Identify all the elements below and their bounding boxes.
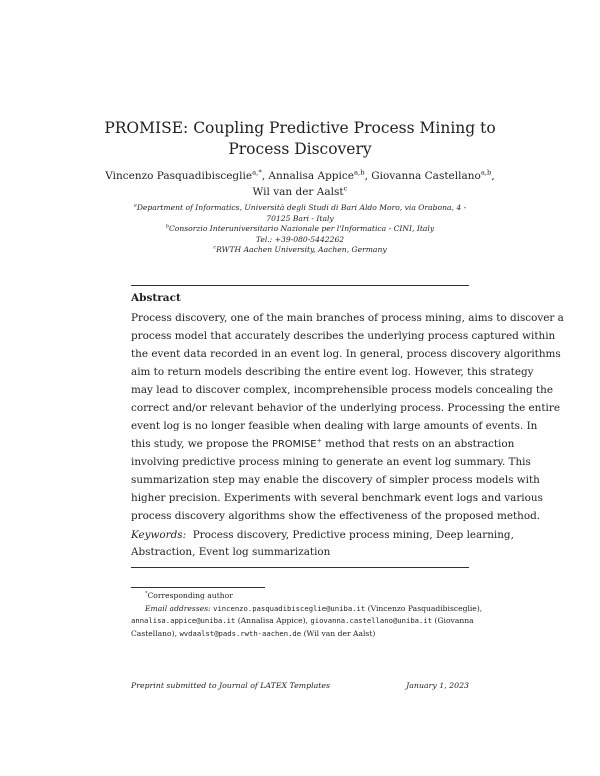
page-footer [131,681,469,690]
affiliation [0,224,600,235]
aff-text: RWTH Aachen University, Aachen, Germany [216,245,387,254]
aff-sup: c [213,244,217,251]
author-name: Vincenzo Pasquadibisceglie [105,170,253,182]
aff-sup: a [133,202,137,209]
email-owner: (Giovanna [434,616,474,625]
affiliation [0,203,600,214]
aff-text: 70125 Bari - Italy [266,213,334,223]
author-list: Vincenzo Pasquadibisceglie$^{a,*}$, Annalisa Appice$^{a,b}$, Giovanna Castellano$^{a,b}$, Wil van der Aalst$^c$ [105,168,495,198]
method-label: PROMISE [272,439,317,450]
abstract-body [131,309,564,525]
divider [131,285,469,286]
abstract-line: summarization step may enable the discovery of simpler process models with [131,474,540,486]
keywords-line [131,527,514,544]
footnote-rule [131,587,265,588]
author-name: Annalisa Appice [268,170,354,182]
method-name [272,436,322,450]
abstract-line: higher precision. Experiments with several benchmark event logs and various [131,492,543,504]
abstract-line: event log is no longer feasible when dealing with large amounts of events. In [131,420,538,432]
method-sup: + [316,436,322,445]
footnote-emails [131,628,469,641]
abstract-line: the event data recorded in an event log. In general, process discovery algorithms [131,348,561,360]
text: this study, we propose the [131,438,269,450]
text: method that rests on an abstraction [325,438,515,450]
footnote-corresponding [131,590,469,603]
abstract-line: aim to return models describing the entire event log. However, this strategy [131,366,534,378]
abstract-line [131,435,515,453]
abstract-line: process model that accurately describes the underlying process captured within [131,330,556,342]
email-owner: Castellano), [131,628,178,638]
footnote-emails [131,615,474,628]
footnote-emails [131,603,483,616]
keywords-text: Process discovery, Predictive process mining, Deep learning, [192,529,514,541]
affiliation [0,235,600,246]
aff-sup: b [165,223,170,230]
title-line: PROMISE: Coupling Predictive Process Mining to [104,119,496,137]
footnote-text: Corresponding author [147,591,233,600]
abstract-heading: Abstract [131,292,181,304]
footer-date: January 1, 2023 [406,681,469,690]
email-owner: (Vincenzo Pasquadibisceglie), [367,603,483,613]
keywords [131,527,514,561]
affiliation [0,245,600,256]
abstract-line: may lead to discover complex, incomprehensible process models concealing the [131,384,554,396]
abstract-line: process discovery algorithms show the effectiveness of the proposed method. [131,510,541,522]
author-sup: a,* [252,168,262,177]
aff-text: Tel.: +39-080-5442262 [255,234,345,244]
email-link[interactable]: annalisa.appice@uniba.it [131,616,236,625]
affiliations [0,203,600,256]
keywords-line: Abstraction, Event log summarization [131,546,331,558]
abstract-line: Process discovery, one of the main branches of process mining, aims to discover a [131,312,564,324]
author-sup: a,b [480,168,492,177]
divider [131,567,469,568]
email-owner: (Annalisa Appice), [237,616,308,625]
author-name: Giovanna Castellano [371,170,481,182]
email-owner: (Wil van der Aalst) [303,628,376,638]
keywords-label: Keywords: [131,529,187,541]
email-label: Email addresses: [145,603,211,613]
paper-title [0,118,600,160]
author-name: Wil van der Aalst [252,186,344,198]
footnotes [131,590,483,640]
aff-text: Consorzio Interuniversitario Nazionale per l'Informatica - CINI, Italy [169,224,435,233]
abstract-line: correct and/or relevant behavior of the underlying process. Processing the entire [131,402,560,414]
aff-text: Department of Informatics, Università degli Studi di Bari Aldo Moro, via Orabona, 4 - [136,203,467,212]
email-link[interactable]: giovanna.castellano@uniba.it [310,616,433,625]
author-sup: a,b [353,168,365,177]
email-link[interactable]: vincenzo.pasquadibisceglie@uniba.it [213,603,366,613]
email-link[interactable]: wvdaalst@pads.rwth-aachen.de [179,628,302,638]
footer-journal: Preprint submitted to Journal of LATEX Templates [131,681,331,690]
title-line: Process Discovery [228,140,372,158]
affiliation [0,214,600,225]
footnote-mark: * [145,590,148,597]
author-sup: c [343,184,348,193]
abstract-line: involving predictive process mining to generate an event log summary. This [131,456,531,468]
